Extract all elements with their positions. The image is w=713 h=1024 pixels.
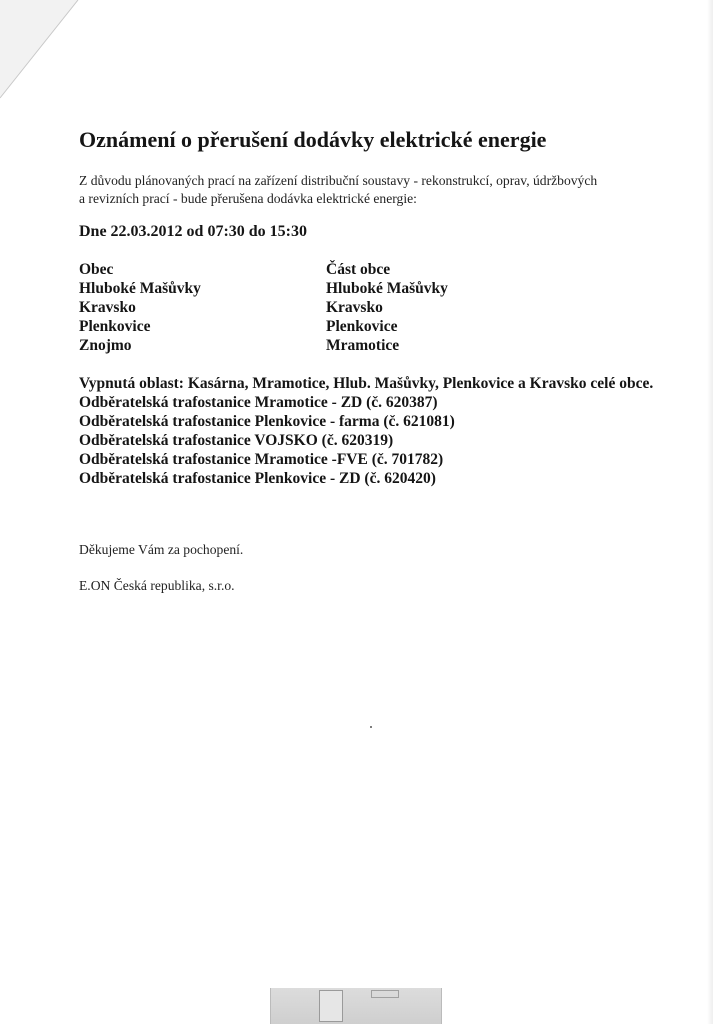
column-header-obec: Obec <box>79 261 114 278</box>
column-header-cast-obce: Část obce <box>326 261 391 278</box>
transformer-station: Odběratelská trafostanice Plenkovice - ZD (č. 620420) <box>79 470 436 487</box>
affected-area-summary: Vypnutá oblast: Kasárna, Mramotice, Hlub. Mašůvky, Plenkovice a Kravsko celé obce. <box>79 375 654 392</box>
municipality-cell: Kravsko <box>79 299 136 316</box>
transformer-station: Odběratelská trafostanice VOJSKO (č. 620319) <box>79 432 394 449</box>
outage-date: Dne 22.03.2012 od 07:30 do 15:30 <box>79 223 308 240</box>
company-signature: E.ON Česká republika, s.r.o. <box>79 578 235 593</box>
notice-title: Oznámení o přerušení dodávky elektrické energie <box>79 127 547 152</box>
municipality-column <box>79 260 201 355</box>
page-corner-fold <box>0 0 80 100</box>
district-cell: Mramotice <box>326 337 400 354</box>
page-right-edge <box>707 0 713 1024</box>
transformer-station: Odběratelská trafostanice Mramotice - ZD (č. 620387) <box>79 394 438 411</box>
bottom-scan-artifact <box>270 988 442 1024</box>
thanks-line: Děkujeme Vám za pochopení. <box>79 542 244 557</box>
district-cell: Kravsko <box>326 299 383 316</box>
municipality-cell: Znojmo <box>79 337 132 354</box>
transformer-station: Odběratelská trafostanice Plenkovice - farma (č. 621081) <box>79 413 455 430</box>
transformer-station: Odběratelská trafostanice Mramotice -FVE (č. 701782) <box>79 451 444 468</box>
artifact-mark <box>319 990 343 1022</box>
district-cell: Plenkovice <box>326 318 398 335</box>
district-cell: Hluboké Mašůvky <box>326 280 448 297</box>
district-column <box>326 260 448 355</box>
municipality-cell: Hluboké Mašůvky <box>79 280 201 297</box>
scan-speck <box>370 726 372 728</box>
municipality-cell: Plenkovice <box>79 318 151 335</box>
artifact-mark <box>371 990 399 998</box>
notice-intro: Z důvodu plánovaných prací na zařízení distribuční soustavy - rekonstrukcí, oprav, údržbových a revizních prací - bude přerušena dodávka elektrické energie: <box>79 173 598 206</box>
affected-area <box>79 374 659 488</box>
